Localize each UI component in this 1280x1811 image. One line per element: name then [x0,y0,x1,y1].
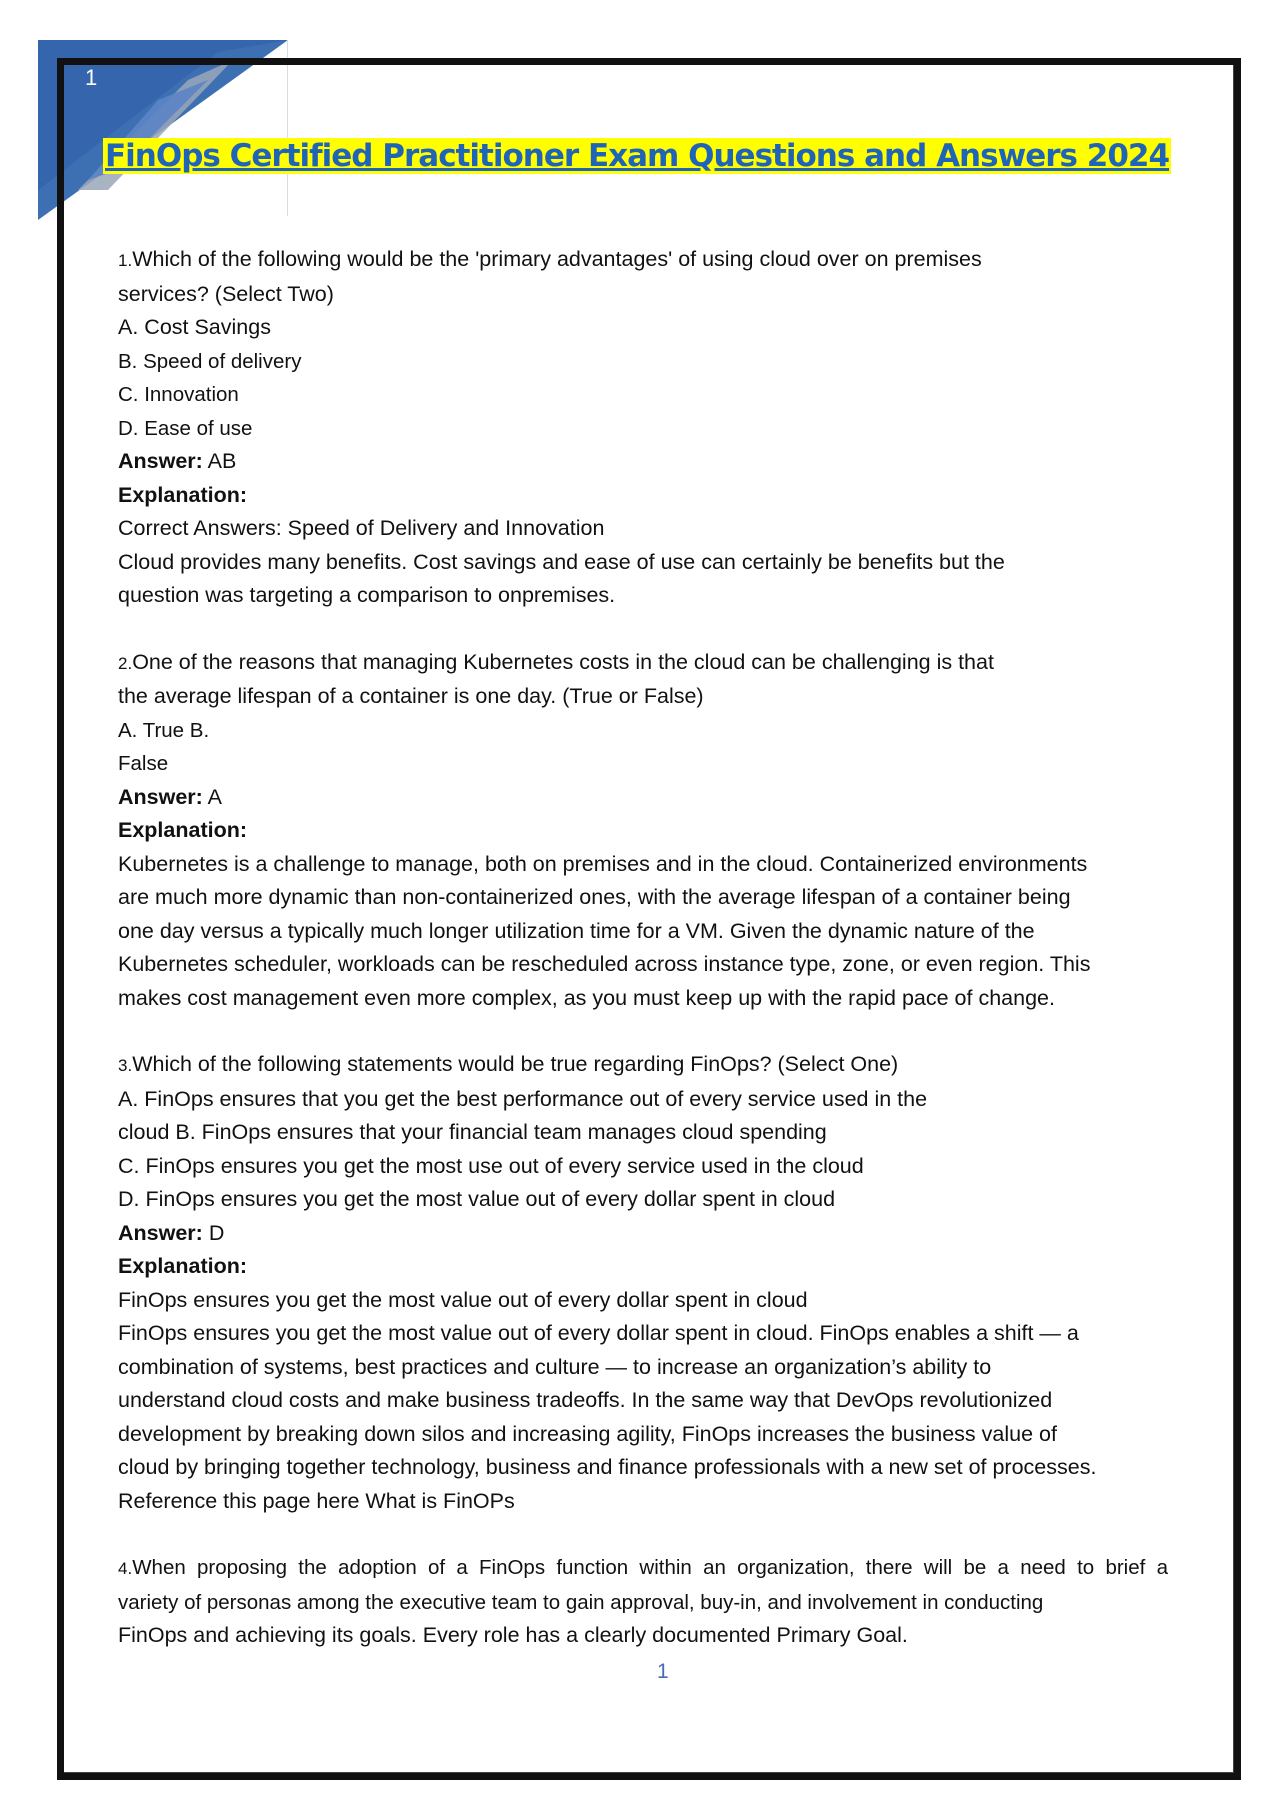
explanation-line: Kubernetes scheduler, workloads can be rescheduled across instance type, zone, or even region. This [118,952,1091,976]
question-text [118,1048,1168,1083]
explanation-heading: Explanation: [118,818,248,842]
spacer [118,1518,1168,1551]
answer [118,1217,1168,1251]
question-3 [118,1048,1168,1518]
question-line: Which of the following would be the 'primary advantages' of using cloud over on premises [132,247,982,271]
spacer [118,613,1168,646]
explanation-line: are much more dynamic than non-containerized ones, with the average lifespan of a container being [118,885,1071,909]
page-number-top: 1 [85,65,98,90]
explanation-line: makes cost management even more complex, as you must keep up with the rapid pace of change. [118,985,1055,1010]
question-line: One of the reasons that managing Kubernetes costs in the cloud can be challenging is that [132,649,994,674]
explanation-line: FinOps ensures you get the most value out of every dollar spent in cloud. FinOps enables a shift — a [118,1321,1079,1345]
question-text [118,646,1168,681]
question-number: 1. [118,251,133,270]
question-line: variety of personas among the executive team to gain approval, buy-in, and involvement in conducting [118,1590,1044,1614]
explanation-label [118,479,1168,513]
question-line: services? (Select Two) [118,281,334,306]
question-line: the average lifespan of a container is one day. (True or False) [118,684,704,708]
option-d: D. Ease of use [118,416,253,440]
explanation-line: one day versus a typically much longer utilization time for a VM. Given the dynamic nature of the [118,918,1035,943]
question-number: 4. [118,1559,133,1578]
answer-value: D [208,1220,225,1245]
answer-label: Answer: [118,449,203,473]
question-1 [118,243,1168,613]
document-title[interactable]: FinOps Certified Practitioner Exam Questions and Answers 2024 [105,138,1170,174]
spacer [118,1015,1168,1048]
explanation-label [118,1250,1168,1284]
question-text [118,243,1168,278]
explanation-line: understand cloud costs and make business tradeoffs. In the same way that DevOps revolutionized [118,1388,1053,1412]
option-d: D. FinOps ensures you get the most value out of every dollar spent in cloud [118,1187,836,1211]
option-c: C. FinOps ensures you get the most use out of every service used in the cloud [118,1153,864,1178]
explanation-line: Correct Answers: Speed of Delivery and Innovation [118,516,605,540]
option-c: C. Innovation [118,383,239,406]
question-2 [118,646,1168,1016]
explanation-line: combination of systems, best practices and culture — to increase an organization’s ability to [118,1354,992,1379]
explanation-heading: Explanation: [118,482,248,507]
question-line: When proposing the adoption of a FinOps function within an organization, there will be a need to brief a [132,1556,1168,1579]
document-body [118,243,1168,1653]
option-a: A. FinOps ensures that you get the best performance out of every service used in the [118,1086,928,1111]
option-b: cloud B. FinOps ensures that your financial team manages cloud spending [118,1120,827,1144]
question-line: FinOps and achieving its goals. Every role has a clearly documented Primary Goal. [118,1623,908,1647]
explanation-line: Reference this page here What is FinOPs [118,1488,515,1513]
question-number: 3. [118,1056,133,1075]
answer [118,445,1168,479]
option-b: B. Speed of delivery [118,349,302,373]
option-b: False [118,752,169,775]
answer-label: Answer: [118,784,203,809]
option-a: A. True B. [118,718,210,742]
explanation-heading: Explanation: [118,1254,248,1278]
question-line: Which of the following statements would be true regarding FinOps? (Select One) [132,1052,899,1076]
answer-label: Answer: [118,1220,203,1245]
option-a: A. Cost Savings [118,315,271,339]
answer-value: A [207,784,222,809]
page-number-bottom: 1 [657,1660,669,1683]
explanation-line: Cloud provides many benefits. Cost savings and ease of use can certainly be benefits but the [118,549,1005,574]
question-number: 2. [118,653,133,673]
explanation-line: question was targeting a comparison to onpremises. [118,583,616,607]
question-text [118,1551,1168,1586]
question-4 [118,1551,1168,1653]
explanation-line: cloud by bringing together technology, business and finance professionals with a new set of processes. [118,1455,1097,1479]
explanation-line: Kubernetes is a challenge to manage, both on premises and in the cloud. Containerized environments [118,851,1088,876]
explanation-line: FinOps ensures you get the most value out of every dollar spent in cloud [118,1287,808,1312]
explanation-label [118,814,1168,848]
answer-value: AB [207,449,237,473]
answer [118,781,1168,815]
explanation-line: development by breaking down silos and increasing agility, FinOps increases the business value of [118,1421,1057,1446]
